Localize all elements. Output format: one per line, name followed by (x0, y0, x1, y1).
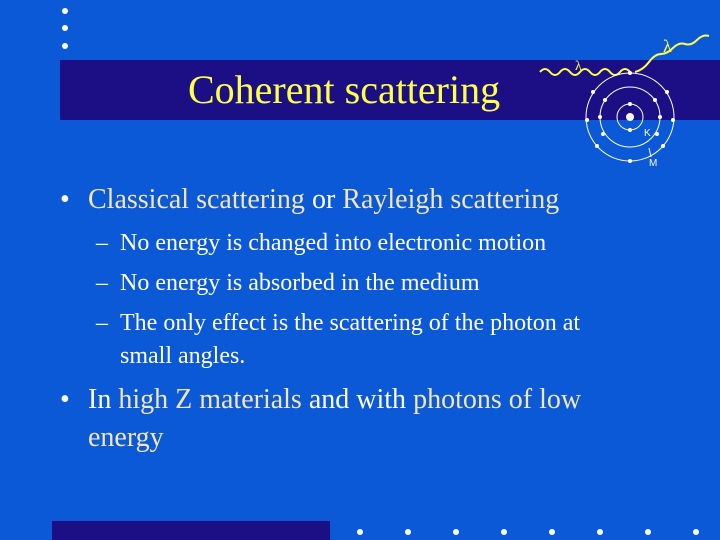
sub-bullet-text: No energy is absorbed in the medium (120, 270, 480, 296)
dash-mark: – (96, 230, 108, 256)
atom-nucleus-icon (626, 113, 634, 121)
connector-text: and with (301, 384, 414, 415)
bullet-text (88, 383, 581, 417)
bottom-band (52, 521, 330, 540)
decor-dot (645, 529, 651, 535)
term-classical-scattering: Classical scattering (88, 184, 305, 215)
decor-dot (62, 43, 68, 49)
decor-dot (62, 8, 68, 14)
sub-bullet-text: No energy is changed into electronic motion (120, 230, 547, 256)
term-high-z-materials: high Z materials (118, 384, 302, 415)
decor-dot (693, 529, 699, 535)
decor-dot (357, 529, 363, 535)
decor-dot (549, 529, 555, 535)
bullet-mark: • (60, 384, 70, 415)
sub-bullet-text: small angles. (120, 343, 246, 369)
bullet-text (88, 183, 559, 217)
lambda-symbol-right: λ (663, 36, 672, 56)
dash-mark: – (96, 310, 108, 336)
decor-dot (597, 529, 603, 535)
lambda-symbol-left: λ (575, 59, 582, 74)
term-photons-low: photons of low (413, 384, 582, 415)
decor-dot (453, 529, 459, 535)
connector-text: In (88, 384, 119, 415)
term-rayleigh-scattering: Rayleigh scattering (342, 184, 560, 215)
photon-wave-icon (540, 36, 709, 76)
decor-dot (62, 25, 68, 31)
term-energy: energy (88, 422, 164, 453)
decor-dot (501, 529, 507, 535)
connector-text: or (304, 184, 343, 215)
shell-label-k: K (644, 128, 651, 139)
sub-bullet-text: The only effect is the scattering of the photon at (120, 310, 581, 336)
shell-label-m: M (649, 158, 658, 169)
bullet-mark: • (60, 184, 70, 215)
slide-title: Coherent scattering (188, 67, 501, 112)
dash-mark: – (96, 270, 108, 296)
atom-diagram (535, 30, 720, 175)
decor-dot (405, 529, 411, 535)
